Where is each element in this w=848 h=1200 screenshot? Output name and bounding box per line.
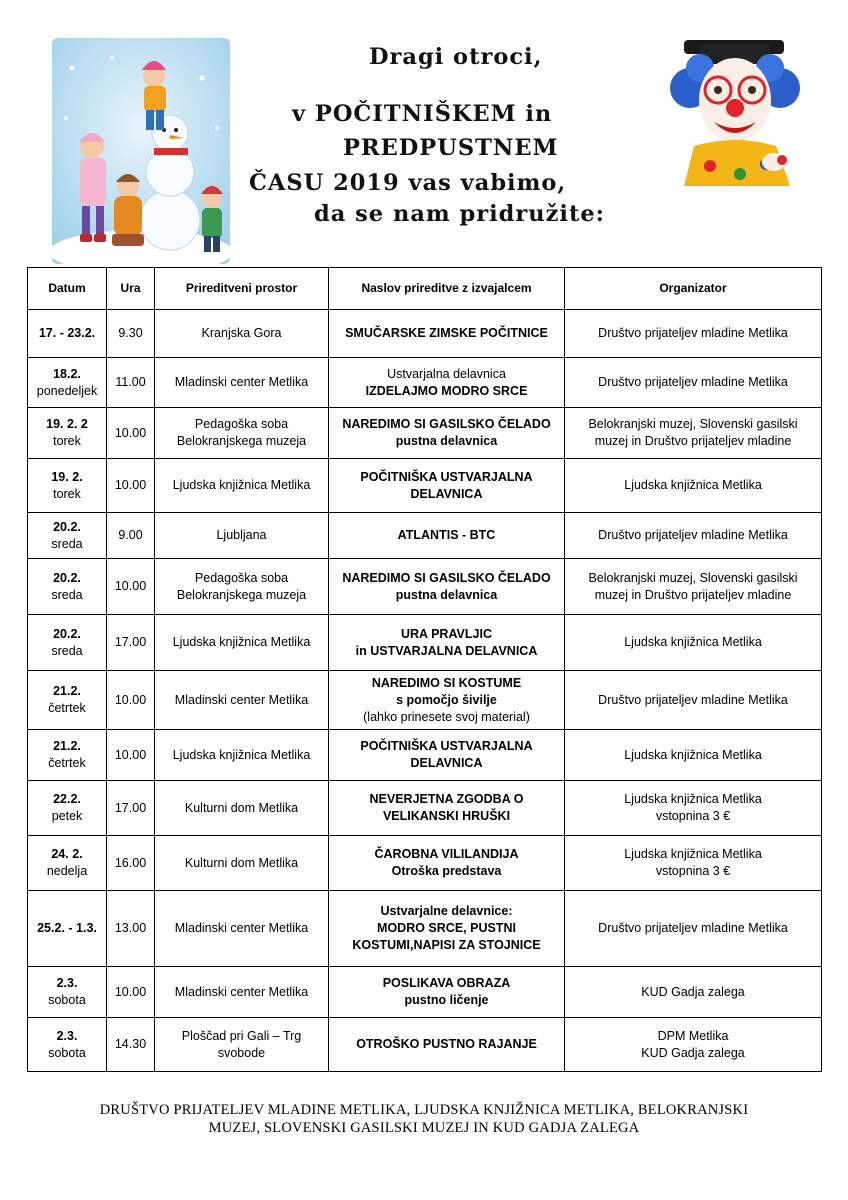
cell-venue	[155, 891, 329, 967]
event-weekday: torek	[53, 434, 81, 448]
cell-venue	[155, 1018, 329, 1072]
venue-line: Mladinski center Metlika	[174, 921, 309, 935]
event-weekday: petek	[51, 809, 83, 823]
table-header-row	[28, 268, 822, 310]
column-header-date: Datum	[28, 268, 107, 310]
event-weekday: sobota	[48, 1045, 86, 1060]
events-table	[27, 267, 822, 1072]
event-date: 24. 2.	[51, 847, 83, 861]
cell-venue	[155, 408, 329, 459]
venue-line: Ploščad pri Gali – Trg	[181, 1028, 302, 1043]
heading-line-3: PREDPUSTNEM	[343, 135, 559, 161]
organizer-line: Ljudska knjižnica Metlika	[624, 792, 762, 806]
cell-organizer	[565, 836, 822, 891]
cell-organizer	[565, 615, 822, 671]
cell-title	[329, 559, 565, 615]
event-weekday: četrtek	[48, 756, 86, 770]
title-line: Otroška predstava	[391, 864, 502, 878]
event-date: 17. - 23.2.	[38, 326, 96, 340]
title-line: ČAROBNA VILILANDIJA	[374, 847, 519, 861]
organizer-line: Društvo prijateljev mladine Metlika	[598, 528, 788, 542]
winter-kids-snowman-illustration	[52, 38, 230, 264]
cell-time: 10.00	[107, 459, 155, 513]
title-line: NAREDIMO SI KOSTUME	[371, 675, 522, 690]
cell-organizer	[565, 1018, 822, 1072]
cell-title	[329, 459, 565, 513]
cell-date	[28, 310, 107, 358]
event-date: 19. 2. 2	[46, 417, 88, 431]
cell-title	[329, 358, 565, 408]
table-row	[28, 459, 822, 513]
cell-organizer	[565, 358, 822, 408]
cell-date	[28, 967, 107, 1018]
cell-date	[28, 408, 107, 459]
title-line: DELAVNICA	[410, 486, 483, 501]
table-row	[28, 730, 822, 781]
cell-date	[28, 513, 107, 559]
title-line: KOSTUMI,NAPISI ZA STOJNICE	[352, 938, 541, 952]
column-header-venue: Prireditveni prostor	[155, 268, 329, 310]
clown-photo	[670, 38, 800, 186]
event-date: 18.2.	[53, 366, 81, 381]
organizer-line: Ljudska knjižnica Metlika	[624, 478, 762, 492]
title-line: SMUČARSKE ZIMSKE POČITNICE	[345, 326, 548, 340]
venue-line: Belokranjskega muzeja	[176, 434, 307, 448]
title-line: MODRO SRCE, PUSTNI	[377, 921, 516, 935]
organizer-line: Društvo prijateljev mladine Metlika	[598, 692, 788, 707]
cell-organizer	[565, 408, 822, 459]
title-line: in USTVARJALNA DELAVNICA	[355, 643, 538, 658]
cell-venue	[155, 310, 329, 358]
venue-line: Ljudska knjižnica Metlika	[172, 747, 311, 762]
venue-line: Kulturni dom Metlika	[184, 855, 299, 870]
table-row	[28, 358, 822, 408]
cell-venue	[155, 836, 329, 891]
cell-venue	[155, 967, 329, 1018]
table-row	[28, 671, 822, 730]
cell-time: 10.00	[107, 559, 155, 615]
cell-title	[329, 310, 565, 358]
venue-line: Mladinski center Metlika	[174, 984, 309, 999]
cell-title	[329, 891, 565, 967]
cell-organizer	[565, 730, 822, 781]
cell-time: 9.30	[107, 310, 155, 358]
cell-time: 16.00	[107, 836, 155, 891]
cell-time: 9.00	[107, 513, 155, 559]
title-line: ATLANTIS - BTC	[397, 528, 496, 542]
cell-title	[329, 781, 565, 836]
cell-time: 14.30	[107, 1018, 155, 1072]
organizer-line: Društvo prijateljev mladine Metlika	[598, 921, 788, 935]
heading-line-5: da se nam pridružite:	[314, 201, 605, 227]
venue-line: Mladinski center Metlika	[174, 692, 309, 707]
organizer-line: Belokranjski muzej, Slovenski gasilski	[588, 570, 798, 585]
table-row	[28, 615, 822, 671]
footer-organizers	[30, 1101, 818, 1137]
title-line: POČITNIŠKA USTVARJALNA	[360, 739, 533, 753]
title-line: pustno ličenje	[404, 993, 489, 1007]
table-row	[28, 891, 822, 967]
cell-organizer	[565, 513, 822, 559]
venue-line: Pedagoška soba	[194, 570, 289, 585]
cell-time: 10.00	[107, 671, 155, 730]
table-row	[28, 836, 822, 891]
organizer-line: vstopnina 3 €	[655, 864, 731, 878]
title-line: VELIKANSKI HRUŠKI	[382, 809, 511, 823]
title-line: NAREDIMO SI GASILSKO ČELADO	[342, 417, 551, 431]
title-line: Ustvarjalna delavnica	[387, 366, 506, 381]
title-line: (lahko prinesete svoj material)	[363, 709, 530, 724]
heading-greeting: Dragi otroci,	[369, 44, 543, 70]
title-line: pustna delavnica	[395, 587, 498, 602]
organizer-line: Ljudska knjižnica Metlika	[624, 635, 762, 649]
event-weekday: sobota	[48, 993, 86, 1007]
cell-title	[329, 1018, 565, 1072]
venue-line: Ljudska knjižnica Metlika	[172, 478, 311, 492]
table-row	[28, 559, 822, 615]
cell-title	[329, 836, 565, 891]
cell-venue	[155, 615, 329, 671]
organizer-line: Društvo prijateljev mladine Metlika	[598, 375, 788, 389]
organizer-line: Ljudska knjižnica Metlika	[624, 847, 762, 861]
event-weekday: četrtek	[48, 701, 86, 715]
event-weekday: ponedeljek	[36, 383, 98, 398]
event-date: 20.2.	[53, 626, 81, 641]
cell-time: 13.00	[107, 891, 155, 967]
cell-date	[28, 559, 107, 615]
table-row	[28, 781, 822, 836]
cell-organizer	[565, 967, 822, 1018]
event-weekday: nedelja	[46, 864, 88, 878]
cell-date	[28, 615, 107, 671]
title-line: POČITNIŠKA USTVARJALNA	[360, 469, 533, 484]
footer-line: MUZEJ, SLOVENSKI GASILSKI MUZEJ IN KUD GADJA ZALEGA	[208, 1120, 640, 1136]
cell-title	[329, 513, 565, 559]
cell-time: 10.00	[107, 408, 155, 459]
event-weekday: sreda	[51, 536, 83, 551]
table-row	[28, 1018, 822, 1072]
cell-venue	[155, 358, 329, 408]
organizer-line: vstopnina 3 €	[655, 809, 731, 823]
cell-organizer	[565, 781, 822, 836]
event-weekday: torek	[53, 486, 81, 501]
event-weekday: sreda	[51, 587, 83, 602]
event-date: 22.2.	[53, 792, 81, 806]
table-row	[28, 408, 822, 459]
organizer-line: KUD Gadja zalega	[641, 984, 745, 999]
event-date: 21.2.	[53, 684, 81, 698]
organizer-line: Društvo prijateljev mladine Metlika	[598, 326, 788, 340]
cell-date	[28, 358, 107, 408]
cell-venue	[155, 459, 329, 513]
cell-date	[28, 730, 107, 781]
cell-organizer	[565, 559, 822, 615]
event-date: 25.2. - 1.3.	[37, 921, 97, 935]
venue-line: Ljubljana	[216, 528, 267, 542]
heading-line-2: v POČITNIŠKEM in	[292, 101, 553, 127]
cell-date	[28, 781, 107, 836]
cell-organizer	[565, 459, 822, 513]
cell-title	[329, 408, 565, 459]
venue-line: Pedagoška soba	[194, 417, 289, 431]
cell-title	[329, 730, 565, 781]
cell-organizer	[565, 671, 822, 730]
cell-venue	[155, 781, 329, 836]
venue-line: Ljudska knjižnica Metlika	[172, 635, 311, 649]
cell-venue	[155, 513, 329, 559]
organizer-line: Ljudska knjižnica Metlika	[624, 747, 762, 762]
organizer-line: DPM Metlika	[657, 1028, 729, 1043]
cell-time: 17.00	[107, 615, 155, 671]
cell-venue	[155, 671, 329, 730]
cell-organizer	[565, 891, 822, 967]
venue-line: svobode	[217, 1045, 266, 1060]
cell-time: 10.00	[107, 730, 155, 781]
cell-title	[329, 967, 565, 1018]
event-date: 2.3.	[56, 976, 78, 990]
event-date: 19. 2.	[51, 469, 83, 484]
event-date: 21.2.	[53, 739, 81, 753]
column-header-time: Ura	[107, 268, 155, 310]
organizer-line: muzej in Društvo prijateljev mladine	[594, 587, 792, 602]
organizer-line: Belokranjski muzej, Slovenski gasilski	[588, 417, 798, 431]
cell-date	[28, 1018, 107, 1072]
title-line: Ustvarjalne delavnice:	[380, 904, 513, 918]
cell-date	[28, 891, 107, 967]
event-date: 20.2.	[53, 570, 81, 585]
table-row	[28, 513, 822, 559]
title-line: s pomočjo šivilje	[396, 692, 497, 707]
venue-line: Kranjska Gora	[201, 326, 282, 340]
cell-title	[329, 671, 565, 730]
cell-time: 10.00	[107, 967, 155, 1018]
cell-date	[28, 459, 107, 513]
event-weekday: sreda	[51, 643, 83, 658]
cell-venue	[155, 730, 329, 781]
title-line: IZDELAJMO MODRO SRCE	[365, 383, 528, 398]
event-date: 2.3.	[56, 1028, 78, 1043]
title-line: OTROŠKO PUSTNO RAJANJE	[356, 1037, 537, 1051]
venue-line: Mladinski center Metlika	[174, 375, 309, 389]
cell-title	[329, 615, 565, 671]
organizer-line: KUD Gadja zalega	[641, 1045, 745, 1060]
footer-line: DRUŠTVO PRIJATELJEV MLADINE METLIKA, LJUDSKA KNJIŽNICA METLIKA, BELOKRANJSKI	[99, 1102, 749, 1118]
column-header-organizer: Organizator	[565, 268, 822, 310]
cell-date	[28, 836, 107, 891]
heading-line-4: ČASU 2019 vas vabimo,	[249, 170, 567, 196]
event-date: 20.2.	[53, 519, 81, 534]
organizer-line: muzej in Društvo prijateljev mladine	[594, 434, 792, 448]
title-line: DELAVNICA	[410, 756, 483, 770]
cell-organizer	[565, 310, 822, 358]
title-line: NAREDIMO SI GASILSKO ČELADO	[342, 570, 551, 585]
cell-time: 11.00	[107, 358, 155, 408]
venue-line: Belokranjskega muzeja	[176, 587, 307, 602]
venue-line: Kulturni dom Metlika	[184, 800, 299, 815]
cell-time: 17.00	[107, 781, 155, 836]
column-header-title: Naslov prireditve z izvajalcem	[329, 268, 565, 310]
table-row	[28, 310, 822, 358]
title-line: POSLIKAVA OBRAZA	[382, 976, 511, 990]
cell-date	[28, 671, 107, 730]
title-line: URA PRAVLJIC	[401, 626, 492, 641]
title-line: NEVERJETNA ZGODBA O	[369, 792, 524, 806]
table-row	[28, 967, 822, 1018]
title-line: pustna delavnica	[395, 434, 498, 448]
cell-venue	[155, 559, 329, 615]
